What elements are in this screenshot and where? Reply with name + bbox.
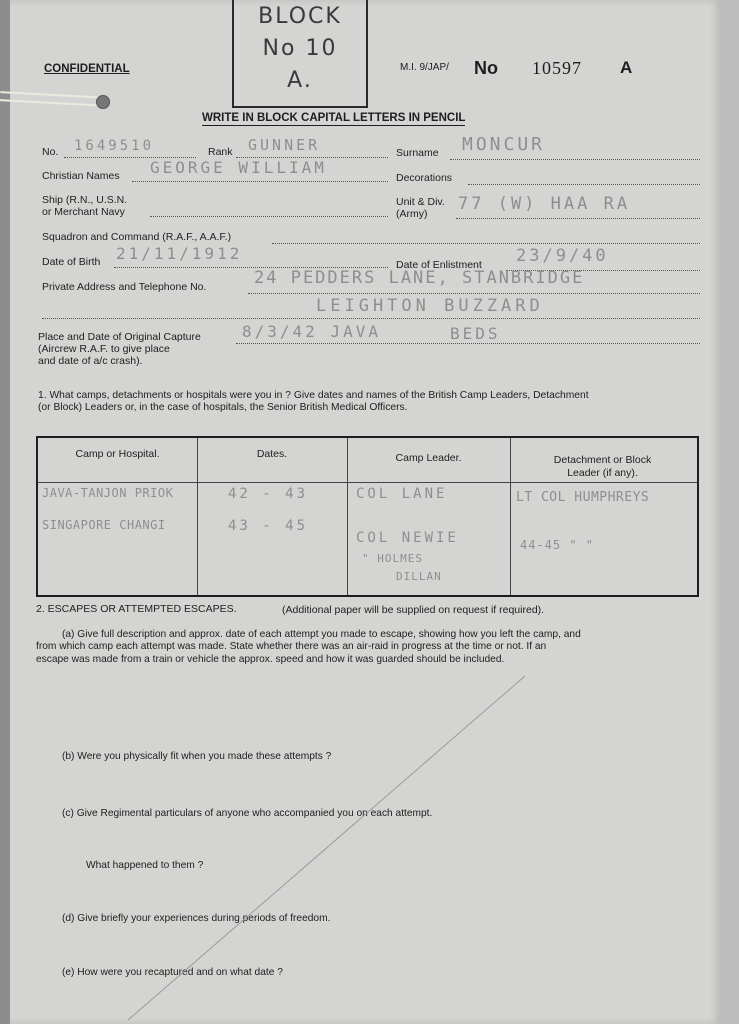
section2-c2: What happened to them ? (86, 860, 204, 871)
row2-dates: 43 - 45 (228, 518, 309, 534)
dob-label: Date of Birth (42, 256, 101, 268)
row1-dates: 42 - 43 (228, 486, 309, 502)
punch-hole (96, 95, 110, 109)
header-detachment-2: Leader (if any). (567, 467, 638, 479)
header-detachment-1: Detachment or Block (553, 454, 652, 466)
address-line-1: 24 PEDDERS LANE, STANBRIDGE (254, 268, 585, 288)
header-dates: Dates. (256, 448, 288, 460)
confidential-label: CONFIDENTIAL (44, 63, 130, 75)
no-value: 1649510 (74, 138, 155, 154)
unit-label-1: Unit & Div. (396, 196, 445, 208)
surname-label: Surname (396, 147, 439, 159)
address-label: Private Address and Telephone No. (42, 281, 207, 293)
number-label: No (474, 58, 498, 78)
address-line-2: LEIGHTON BUZZARD (316, 296, 544, 316)
row1-leader: COL LANE (356, 486, 448, 502)
no-label: No. (42, 146, 59, 158)
rank-value: GUNNER (248, 136, 321, 154)
section1-question-line2: (or Block) Leaders or, in the case of hospitals, the Senior British Medical Officers. (38, 402, 408, 413)
ship-label-1: Ship (R.N., U.S.N. (42, 194, 128, 206)
section2-a-line2: from which camp each attempt was made. State whether there was an air-raid in progress at the time or not. If an (36, 641, 547, 652)
row2-detachment: 44-45 " " (520, 538, 595, 552)
row1-camp: JAVA-TANJON PRIOK (42, 486, 174, 500)
section2-a-line1: (a) Give full description and approx. date of each attempt you made to escape, showing how you left the camp, and (62, 629, 581, 640)
row1-detachment: LT COL HUMPHREYS (516, 490, 650, 505)
capture-label-1: Place and Date of Original Capture (38, 331, 201, 343)
section2-title: 2. ESCAPES OR ATTEMPTED ESCAPES. (36, 603, 237, 615)
dob-value: 21/11/1912 (116, 244, 243, 263)
christian-names-value: GEORGE WILLIAM (150, 158, 327, 177)
header-camp-leader: Camp Leader. (395, 452, 462, 464)
section2-b: (b) Were you physically fit when you made these attempts ? (62, 751, 332, 762)
unit-label-2: (Army) (396, 208, 428, 220)
row4-leader: DILLAN (396, 570, 442, 583)
section2-a-line3: escape was made from a train or vehicle the approx. speed and how it was guarded should be included. (36, 654, 505, 665)
address-line-3: BEDS (450, 324, 501, 343)
section2-note: (Additional paper will be supplied on request if required). (282, 604, 545, 616)
row3-leader: " HOLMES (362, 552, 423, 565)
section2-d: (d) Give briefly your experiences during periods of freedom. (62, 913, 331, 924)
enlistment-value: 23/9/40 (516, 246, 609, 266)
decorations-label: Decorations (396, 172, 453, 184)
christian-names-label: Christian Names (42, 170, 120, 182)
squadron-label: Squadron and Command (R.A.F., A.A.F.) (42, 231, 232, 243)
rank-label: Rank (208, 146, 233, 158)
capture-label-2: (Aircrew R.A.F. to give place (38, 343, 170, 355)
serial-number: 10597 (532, 58, 582, 78)
unit-value: 77 (W) HAA RA (458, 194, 631, 214)
section1-question-line1: 1. What camps, detachments or hospitals were you in ? Give dates and names of the British Camp Leaders, Detachment (38, 390, 589, 401)
section2-e: (e) How were you recaptured and on what date ? (62, 967, 283, 978)
serial-suffix: A (620, 58, 633, 77)
capture-label-3: and date of a/c crash). (38, 355, 143, 367)
row2-camp: SINGAPORE CHANGI (42, 518, 166, 532)
instruction-heading: WRITE IN BLOCK CAPITAL LETTERS IN PENCIL (202, 112, 466, 124)
block-stamp: BLOCK No 10 A. (232, 0, 368, 108)
section2-c: (c) Give Regimental particulars of anyone who accompanied you on each attempt. (62, 808, 433, 819)
row2-leader: COL NEWIE (356, 530, 459, 546)
enlistment-label: Date of Enlistment (396, 259, 482, 271)
ship-label-2: or Merchant Navy (42, 206, 125, 218)
header-camp: Camp or Hospital. (75, 448, 160, 460)
form-code: M.I. 9/JAP/ (400, 62, 449, 73)
surname-value: MONCUR (462, 134, 546, 155)
capture-value: 8/3/42 JAVA (242, 322, 381, 341)
